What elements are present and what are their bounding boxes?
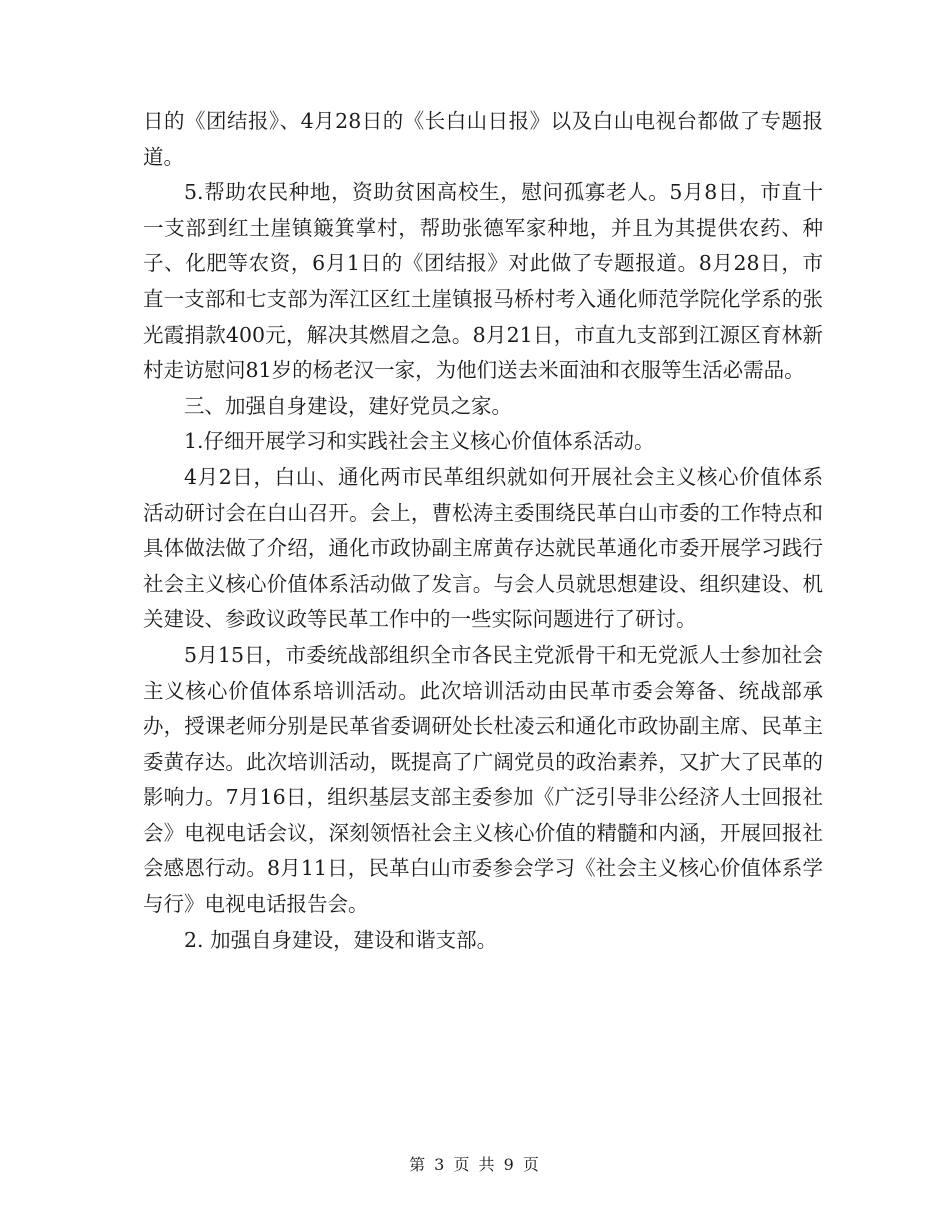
paragraph-continued-report: 日的《团结报》、4月28日的《长白山日报》以及白山电视台都做了专题报道。 (143, 109, 823, 169)
document-body (143, 104, 823, 958)
paragraph-may-training: 5月15日，市委统战部组织全市各民主党派骨干和无党派人士参加社会主义核心价值体系培训活动。此次培训活动由民革市委会筹备、统战部承办，授课老师分别是民革省委调研处长杜凌云和通化市政协副主席、民革主委黄存达。此次培训活动，既提高了广阔党员的政治素养，又扩大了民革的影响力。7月16日，组织基层支部主委参加《广泛引导非公经济人士回报社会》电视电话会议，深刻领悟社会主义核心价值的精髓和内涵，开展回报社会感恩行动。8月11日，民革白山市委参会学习《社会主义核心价值体系学与行》电视电话报告会。 (143, 642, 823, 917)
section-heading-3: 三、加强自身建设，建好党员之家。 (184, 393, 512, 418)
page-number-footer: 第 3 页 共 9 页 (409, 1155, 541, 1174)
subheading-1-core-values: 1.仔细开展学习和实践社会主义核心价值体系活动。 (184, 429, 655, 454)
paragraph-april-seminar: 4月2日，白山、通化两市民革组织就如何开展社会主义核心价值体系活动研讨会在白山召开。会上，曹松涛主委围绕民革白山市委的工作特点和具体做法做了介绍，通化市政协副主席黄存达就民革通化市委开展学习践行社会主义核心价值体系活动做了发言。与会人员就思想建设、组织建设、机关建设、参政议政等民革工作中的一些实际问题进行了研讨。 (143, 464, 823, 632)
paragraph-item-5-help-farmers: 5.帮助农民种地，资助贫困高校生，慰问孤寡老人。5月8日，市直十一支部到红土崖镇簸箕掌村，帮助张德军家种地，并且为其提供农药、种子、化肥等农资，6月1日的《团结报》对此做了专题报道。8月28日，市直一支部和七支部为浑江区红土崖镇报马桥村考入通化师范学院化学系的张光霞捐款400元，解决其燃眉之急。8月21日，市直九支部到江源区育林新村走访慰问81岁的杨老汉一家，为他们送去米面油和衣服等生活必需品。 (143, 180, 823, 383)
subheading-2-self-building: 2. 加强自身建设，建设和谐支部。 (184, 927, 498, 952)
